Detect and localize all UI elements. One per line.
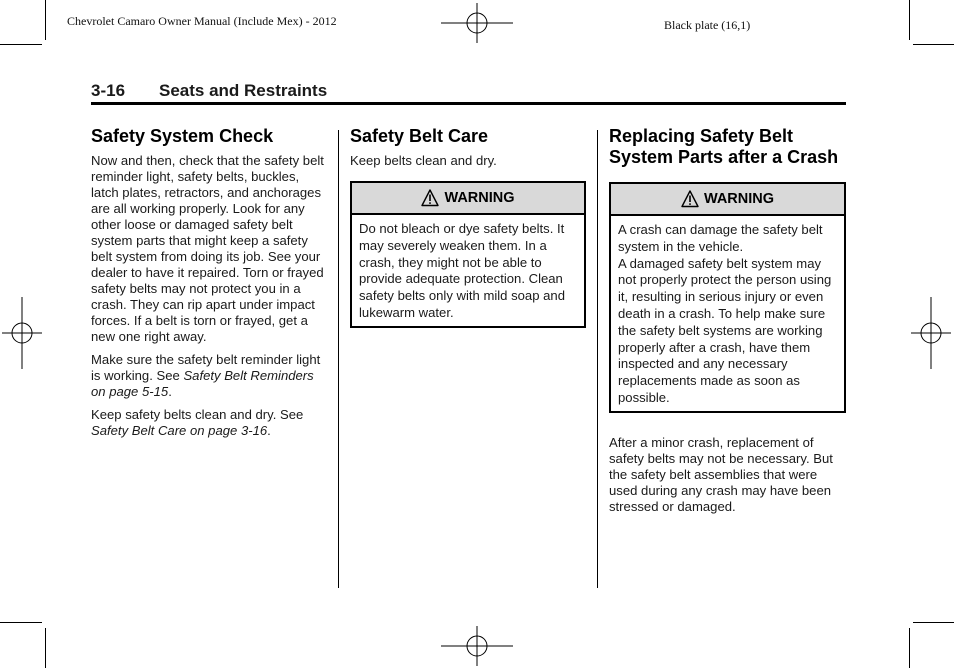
text: Keep safety belts clean and dry. See	[91, 407, 304, 422]
page-header	[91, 80, 846, 105]
warning-text: A damaged safety belt system may not properly protect the person using it, resulting in serious injury or even death in a crash. To help make sure the safety belt systems are working properly after a crash, have them inspected and any necessary replacements made as soon as possible.	[618, 255, 832, 405]
crop-mark	[913, 622, 954, 623]
crop-mark	[909, 628, 910, 668]
warning-label: WARNING	[444, 190, 515, 206]
text: .	[168, 384, 172, 399]
paragraph: Now and then, check that the safety belt reminder light, safety belts, buckles, latch plates, retractors, and anchorages are all working properly. Look for any other loose or damaged safety belt system parts that might keep a safety belt system from doing its job. See your dealer to have it repaired. Torn or frayed safety belts may not protect you in a crash. They can rip apart under impact forces. If a belt is torn or frayed, get a new one right away.	[91, 153, 324, 344]
registration-mark-icon	[441, 626, 513, 666]
heading-replacing-parts: Replacing Safety Belt System Parts after a Crash	[609, 126, 839, 167]
warning-body	[611, 216, 844, 411]
heading-safety-system-check: Safety System Check	[91, 126, 274, 146]
crop-mark	[0, 44, 42, 45]
text: .	[267, 423, 271, 438]
cross-reference-link[interactable]: Safety Belt Care on page 3-16	[91, 423, 268, 438]
registration-mark-icon	[2, 297, 42, 369]
paragraph	[91, 352, 327, 400]
warning-body	[352, 215, 584, 326]
warning-triangle-icon	[681, 190, 699, 208]
warning-box	[609, 182, 846, 413]
text: Make sure the safety belt reminder light is working. See	[91, 352, 321, 383]
crop-mark	[909, 0, 910, 40]
warning-box	[350, 181, 586, 328]
paragraph	[91, 407, 327, 439]
page-number: 3-16	[91, 81, 126, 100]
crop-mark	[45, 628, 46, 668]
warning-label: WARNING	[703, 191, 775, 207]
column-replacing-parts	[609, 126, 846, 522]
column-safety-system-check	[91, 126, 327, 446]
heading-safety-belt-care: Safety Belt Care	[350, 126, 489, 146]
section-title: Seats and Restraints	[159, 81, 328, 100]
warning-header	[352, 183, 584, 215]
warning-text: A crash can damage the safety belt system in the vehicle.	[618, 222, 823, 254]
crop-mark	[0, 622, 42, 623]
warning-text: Do not bleach or dye safety belts. It may severely weaken them. In a crash, they might not be able to provide adequate protection. Clean safety belts only with mild soap and lukewarm water.	[359, 221, 565, 320]
registration-mark-icon	[441, 3, 513, 43]
column-divider	[597, 130, 598, 588]
registration-mark-icon	[911, 297, 951, 369]
cross-reference-link[interactable]: Safety Belt Reminders on page 5-15	[91, 368, 314, 399]
plate-label: Black plate (16,1)	[664, 18, 751, 32]
warning-triangle-icon	[421, 189, 439, 207]
crop-mark	[45, 0, 46, 40]
paragraph: After a minor crash, replacement of safety belts may not be necessary. But the safety belt assemblies that were used during any crash may have been stressed or damaged.	[609, 434, 833, 514]
warning-header	[611, 184, 844, 216]
column-safety-belt-care	[350, 126, 586, 328]
column-divider	[338, 130, 339, 588]
manual-title: Chevrolet Camaro Owner Manual (Include Mex) - 2012	[67, 14, 337, 28]
crop-mark	[913, 44, 954, 45]
paragraph: Keep belts clean and dry.	[350, 153, 497, 168]
